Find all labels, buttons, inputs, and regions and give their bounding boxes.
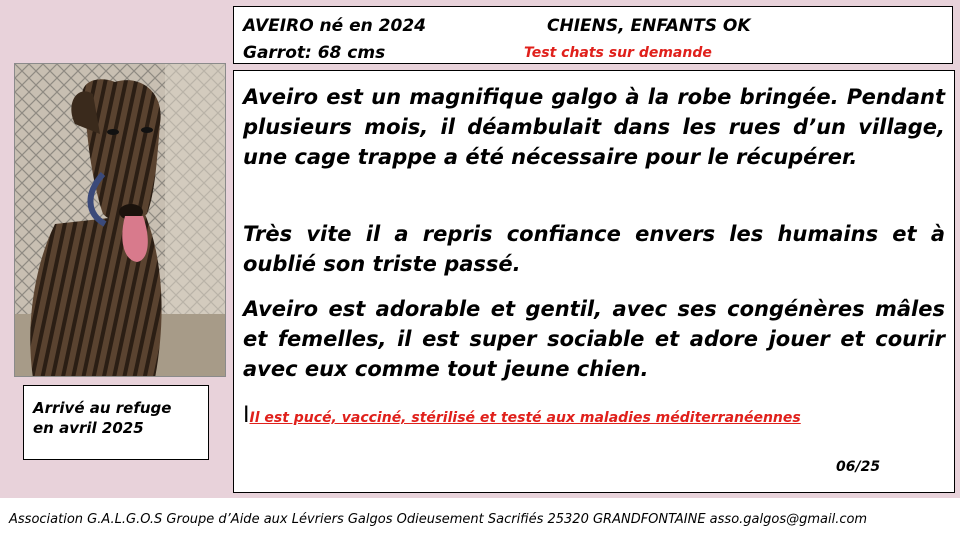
- health-status: Il est pucé, vacciné, stérilisé et testé aux maladies méditerranéennes: [249, 410, 801, 426]
- greyhound-photo-icon: [15, 64, 226, 377]
- compatibility: CHIENS, ENFANTS OK: [547, 16, 751, 36]
- garrot-height: Garrot: 68 cms: [243, 43, 386, 63]
- header-box: [233, 6, 953, 64]
- cats-test: Test chats sur demande: [524, 45, 712, 61]
- name-birth: AVEIRO né en 2024: [243, 16, 426, 36]
- description-paragraph-1: Aveiro est un magnifique galgo à la robe bringée. Pendant plusieurs mois, il déambulait dans les rues d’un village, une cage trappe a été nécessaire pour le récupérer.: [243, 85, 945, 169]
- description-paragraph-2: Très vite il a repris confiance envers les humains et à oublié son triste passé.: [243, 222, 945, 276]
- date-label: 06/25: [836, 459, 881, 475]
- arrival-line-1: Arrivé au refuge: [33, 399, 172, 417]
- greyhound-photo: [14, 63, 226, 377]
- description-paragraph-3: Aveiro est adorable et gentil, avec ses congénères mâles et femelles, il est super sociable et adore jouer et courir avec eux comme tout jeune chien.: [243, 297, 945, 381]
- arrival-box: [23, 385, 209, 460]
- footer-text: Association G.A.L.G.O.S Groupe d’Aide aux Lévriers Galgos Odieusement Sacrifiés 25320 GRANDFONTAINE asso.galgos@gmail.com: [9, 512, 868, 527]
- description-box: [233, 70, 955, 493]
- health-line: [243, 403, 801, 428]
- arrival-line-2: en avril 2025: [33, 419, 144, 437]
- arrival-text: [33, 398, 171, 438]
- text-cursor: I: [243, 403, 250, 428]
